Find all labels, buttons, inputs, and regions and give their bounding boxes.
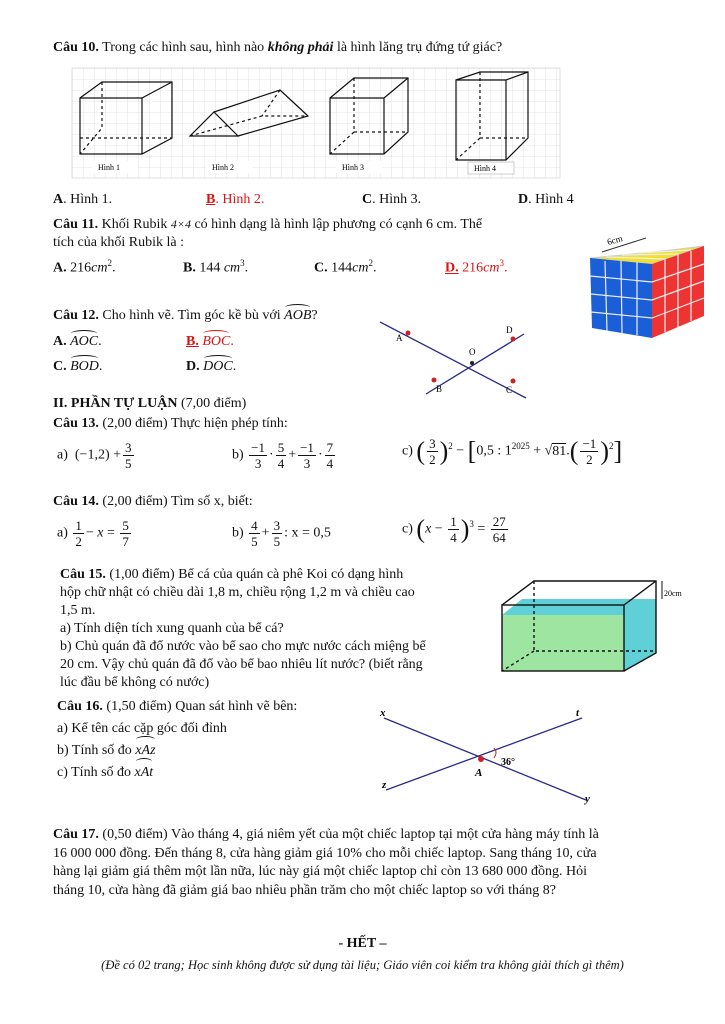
q10-label: Câu 10. bbox=[53, 40, 99, 55]
tank-20cm-label: 20cm bbox=[664, 589, 682, 598]
q10-option-b: B. Hình 2. bbox=[206, 192, 265, 207]
angle-36-label: 36° bbox=[501, 757, 515, 768]
q10-emphasis: không phải bbox=[267, 40, 334, 55]
rubik-edge-label: 6cm bbox=[605, 233, 624, 248]
q13-part-b: b) $\frac{-1}{3}$ · $\frac{5}{4}$ + $\frac{-1}{3}$ · $\frac{7}{4}$ bbox=[232, 440, 334, 471]
q10-option-d: D. Hình 4 bbox=[518, 192, 574, 207]
q14-part-b: b) $\frac{4}{5}$ + $\frac{3}{5}$ : x = 0,5 bbox=[232, 518, 331, 549]
q12-option-a: A. AOC. bbox=[53, 334, 102, 349]
q15-block: Câu 15. (1,00 điểm) Bể cá của quán cà phê Koi có dạng hình hộp chữ nhật có chiều dài 1,8 m, chiều rộng 1,2 m và chiều cao 1,5 m. a) Tính diện tích xung quanh của bể cá? b) Chủ quán đã đổ nước vào bể sao cho mực nước cách miệng bể 20 cm. Vậy chủ quán đã đổ vào bể bao nhiêu lít nước? (biết rằng lúc đầu bể không có nước) bbox=[60, 567, 426, 690]
point-B: B bbox=[436, 384, 443, 394]
fig-label-1: Hình 1 bbox=[98, 163, 120, 172]
point-C: C bbox=[506, 385, 513, 395]
part2-heading: II. PHẦN TỰ LUẬN (7,00 điểm) bbox=[53, 396, 247, 411]
q13-part-c: c) ( $\frac{3}{2}$ )$^2$ − [0,5 : $1^{2025} + √81$.( $\frac{-1}{2}$ )$^2$] bbox=[402, 436, 623, 467]
fig-label-4: Hình 4 bbox=[474, 164, 496, 173]
fig-label-2: Hình 2 bbox=[212, 163, 234, 172]
q10-option-a: A. Hình 1. bbox=[53, 192, 113, 207]
q12-option-d: D. DOC. bbox=[186, 359, 237, 374]
q14-question: Câu 14. (2,00 điểm) Tìm số x, biết: bbox=[53, 494, 253, 509]
point-A: A bbox=[475, 767, 483, 779]
q10-text-a: Trong các hình sau, hình nào bbox=[102, 40, 265, 55]
q13-part-a: a) (−1,2) + $\frac{3}{5}$ bbox=[57, 440, 132, 471]
q11-option-b: B. 144 $cm^3$. bbox=[183, 258, 249, 276]
rubik-cube-figure bbox=[582, 228, 712, 348]
footer-note: (Đề có 02 trang; Học sinh không được sử dụng tài liệu; Giáo viên coi kiểm tra không giải thích gì thêm) bbox=[101, 958, 624, 972]
q16-block: Câu 16. (1,50 điểm) Quan sát hình vẽ bên: a) Kể tên các cặp góc đối đỉnh b) Tính số đo xAz c) Tính số đo xAt bbox=[57, 696, 297, 784]
fig-label-3: Hình 3 bbox=[342, 163, 364, 172]
q10-option-c: C. Hình 3. bbox=[362, 192, 422, 207]
point-x: x bbox=[380, 707, 386, 719]
point-t: t bbox=[576, 707, 580, 719]
q12-figure bbox=[380, 318, 530, 404]
q12-question: Câu 12. Cho hình vẽ. Tìm góc kề bù với AOB? bbox=[53, 308, 318, 323]
q10-text-b: là hình lăng trụ đứng tứ giác? bbox=[336, 40, 503, 55]
point-O: O bbox=[469, 347, 476, 357]
q12-option-c: C. BOD. bbox=[53, 359, 103, 374]
point-A: A bbox=[396, 333, 403, 343]
q11-line2: tích của khối Rubik là : bbox=[53, 235, 185, 250]
q12-option-b: B. BOC. bbox=[186, 334, 234, 349]
end-marker: - HẾT – bbox=[338, 936, 387, 951]
q11-label: Câu 11. bbox=[53, 217, 99, 232]
q16-figure bbox=[376, 704, 601, 806]
q10-figure-grid bbox=[72, 68, 560, 178]
point-z: z bbox=[382, 779, 387, 791]
q13-question: Câu 13. (2,00 điểm) Thực hiện phép tính: bbox=[53, 416, 288, 431]
q14-part-c: c) (x − $\frac{1}{4}$ )$^3$ = $\frac{27}{64}$ bbox=[402, 514, 506, 545]
q12-angle: AOB bbox=[284, 308, 312, 323]
point-D: D bbox=[506, 325, 513, 335]
q11-option-a: A. $216cm^2$. bbox=[53, 258, 116, 276]
q12-label: Câu 12. bbox=[53, 308, 99, 323]
point-y: y bbox=[585, 793, 590, 805]
q11-option-c: C. $144cm^2$. bbox=[314, 258, 377, 276]
q11-question: Câu 11. Khối Rubik 4×4 có hình dạng là hình lập phương có cạnh 6 cm. Thể bbox=[53, 217, 483, 232]
q17-block: Câu 17. (0,50 điểm) Vào tháng 4, giá niêm yết của một chiếc laptop tại một cửa hàng máy tính là 16 000 000 đồng. Đến tháng 8, cửa hàng giảm giá 10% cho mỗi chiếc laptop. Sang tháng 10, cửa hàng lại giảm giá thêm một lần nữa, lúc này giá một chiếc laptop chỉ còn 13 680 000 đồng. Hỏi tháng 10, cửa hàng đã giảm giá bao nhiêu phần trăm cho một chiếc laptop so với tháng 8? bbox=[53, 827, 599, 898]
q10-question bbox=[53, 40, 502, 56]
q14-part-a: a) $\frac{1}{2}$ − x = $\frac{5}{7}$ bbox=[57, 518, 129, 549]
fish-tank-figure bbox=[500, 575, 700, 675]
q11-option-d: D. $216cm^3$. bbox=[445, 258, 508, 276]
